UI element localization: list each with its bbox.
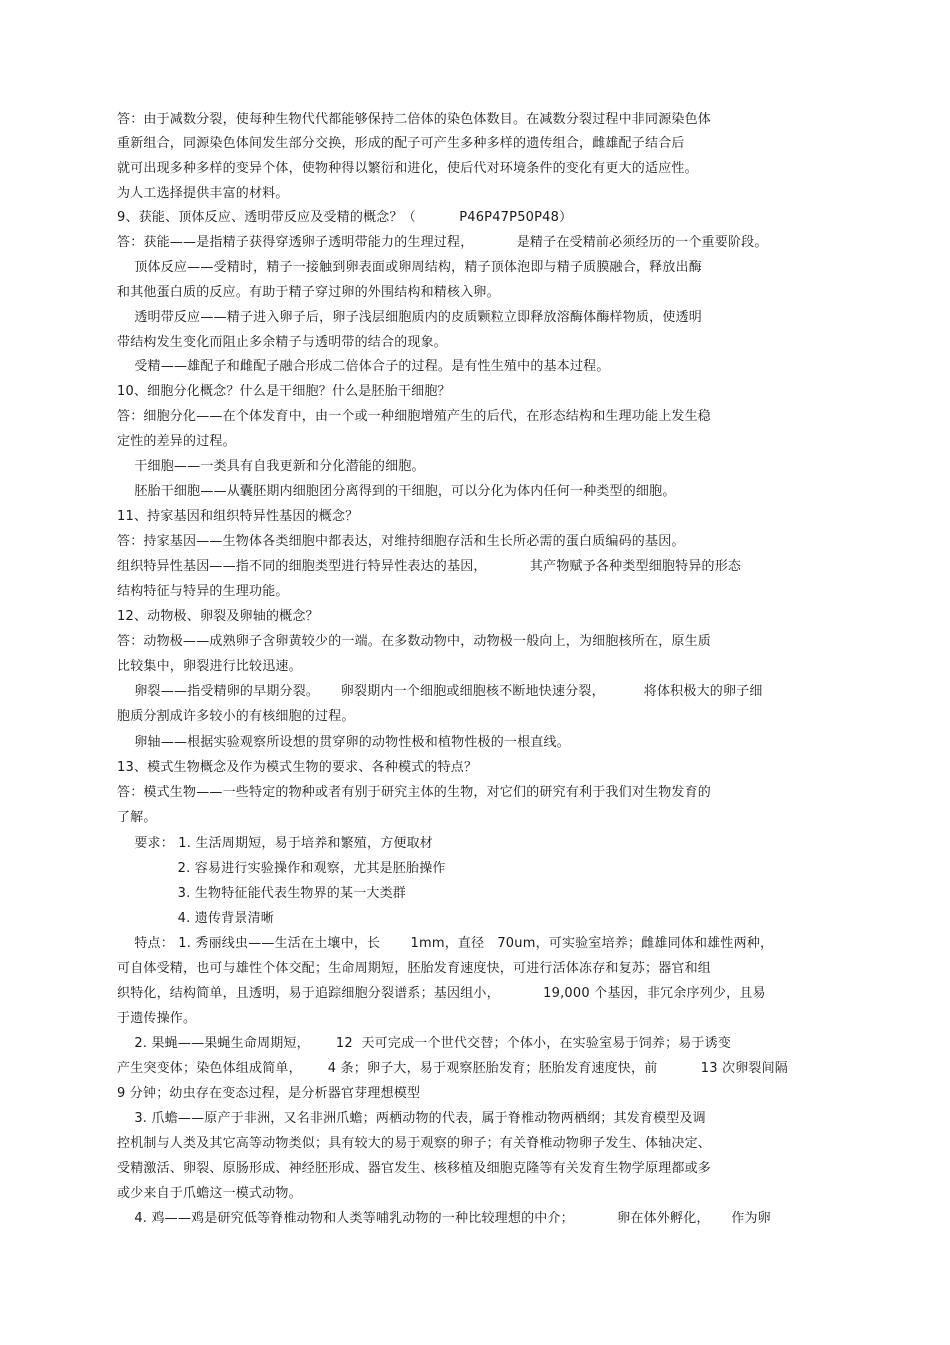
text-line: 答：细胞分化——在个体发育中，由一个或一种细胞增殖产生的后代，在形态结构和生理功能上发生稳: [117, 409, 712, 424]
text-line: 了解。: [117, 810, 157, 825]
text-line: 比较集中，卵裂进行比较迅速。: [117, 659, 302, 674]
text-line: 答：获能——是指精子获得穿透卵子透明带能力的生理过程， 是精子在受精前必须经历的一个重要阶段。: [117, 235, 768, 250]
text-line: 卵轴——根据实验观察所设想的贯穿卵的动物性极和植物性极的一根直线。: [117, 735, 570, 750]
text-line: 为人工选择提供丰富的材料。: [117, 186, 289, 201]
text-line: 干细胞——一类具有自我更新和分化潜能的细胞。: [117, 459, 425, 474]
text-line: 胞质分割成许多较小的有核细胞的过程。: [117, 709, 355, 724]
text-line: 于遗传操作。: [117, 1011, 197, 1026]
text-line: 受精——雄配子和雌配子融合形成二倍体合子的过程。是有性生殖中的基本过程。: [117, 359, 610, 374]
text-line: 3. 爪蟾——原产于非洲，又名非洲爪蟾；两栖动物的代表，属于脊椎动物两栖纲；其发育模型及调: [117, 1111, 706, 1126]
text-line: 答：持家基因——生物体各类细胞中都表达，对维持细胞存活和生长所必需的蛋白质编码的基因。: [117, 534, 685, 549]
section-heading: 12、动物极、卵裂及卵轴的概念？: [117, 609, 319, 624]
section-heading: 9、获能、顶体反应、透明带反应及受精的概念？（ P46P47P50P48）: [117, 210, 573, 225]
text-line: 或少来自于爪蟾这一模式动物。: [117, 1186, 302, 1201]
section-heading: 13、模式生物概念及作为模式生物的要求、各种模式的特点？: [117, 760, 478, 775]
text-line: 3. 生物特征能代表生物界的某一大类群: [117, 886, 406, 901]
text-line: 和其他蛋白质的反应。有助于精子穿过卵的外围结构和精核入卵。: [117, 285, 500, 300]
section-heading: 10、细胞分化概念？什么是干细胞？什么是胚胎干细胞？: [117, 384, 451, 399]
text-line: 带结构发生变化而阻止多余精子与透明带的结合的现象。: [117, 335, 448, 350]
text-line: 重新组合，同源染色体间发生部分交换，形成的配子可产生多种多样的遗传组合，雌雄配子结合后: [117, 136, 685, 151]
text-line: 胚胎干细胞——从囊胚期内细胞团分离得到的干细胞，可以分化为体内任何一种类型的细胞。: [117, 484, 676, 499]
section-heading: 11、持家基因和组织特异性基因的概念？: [117, 509, 359, 524]
text-line: 透明带反应——精子进入卵子后，卵子浅层细胞质内的皮质颗粒立即释放溶酶体酶样物质，使透明: [117, 310, 702, 325]
text-line: 受精激活、卵裂、原肠形成、神经胚形成、器官发生、核移植及细胞克隆等有关发育生物学原理都或多: [117, 1161, 712, 1176]
text-line: 卵裂——指受精卵的早期分裂。 卵裂期内一个细胞或细胞核不断地快速分裂， 将体积极大的卵子细: [117, 684, 763, 699]
text-line: 2. 容易进行实验操作和观察，尤其是胚胎操作: [117, 861, 446, 876]
text-line: 控机制与人类及其它高等动物类似；具有较大的易于观察的卵子；有关脊椎动物卵子发生、体轴决定、: [117, 1136, 712, 1151]
text-line: 要求： 1. 生活周期短，易于培养和繁殖，方便取材: [117, 836, 433, 851]
text-line: 可自体受精，也可与雄性个体交配；生命周期短，胚胎发育速度快，可进行活体冻存和复苏；器官和组: [117, 961, 712, 976]
text-line: 结构特征与特异的生理功能。: [117, 584, 289, 599]
text-line: 4. 遗传背景清晰: [117, 911, 274, 926]
text-line: 答：模式生物——一些特定的物种或者有别于研究主体的生物，对它们的研究有利于我们对生物发育的: [117, 785, 712, 800]
text-line: 2. 果蝇——果蝇生命周期短， 12 天可完成一个世代交替；个体小，在实验室易于饲养；易于诱变: [117, 1036, 732, 1051]
text-line: 9 分钟；幼虫存在变态过程，是分析器官芽理想模型: [117, 1086, 421, 1101]
text-line: 组织特异性基因——指不同的细胞类型进行特异性表达的基因， 其产物赋予各种类型细胞特异的形态: [117, 559, 742, 574]
text-line: 4. 鸡——鸡是研究低等脊椎动物和人类等哺乳动物的一种比较理想的中介； 卵在体外孵化， 作为卵: [117, 1211, 771, 1226]
text-line: 答：由于减数分裂，使每种生物代代都能够保持二倍体的染色体数目。在减数分裂过程中非同源染色体: [117, 112, 712, 127]
text-line: 特点： 1. 秀丽线虫——生活在土壤中，长 1mm，直径 70um，可实验室培养；雌雄同体和雄性两种，: [117, 936, 774, 951]
text-line: 定性的差异的过程。: [117, 434, 236, 449]
text-line: 织特化，结构简单，且透明，易于追踪细胞分裂谱系；基因组小， 19,000 个基因，非冗余序列少，且易: [117, 986, 766, 1001]
text-line: 产生突变体；染色体组成简单， 4 条；卵子大，易于观察胚胎发育；胚胎发育速度快，前 13 次卵裂间隔: [117, 1061, 788, 1076]
text-line: 就可出现多种多样的变异个体，使物种得以繁衍和进化，使后代对环境条件的变化有更大的适应性。: [117, 161, 698, 176]
text-line: 顶体反应——受精时，精子一接触到卵表面或卵周结构，精子顶体泡即与精子质膜融合，释放出酶: [117, 260, 702, 275]
text-line: 答：动物极——成熟卵子含卵黄较少的一端。在多数动物中，动物极一般向上，为细胞核所在，原生质: [117, 634, 712, 649]
